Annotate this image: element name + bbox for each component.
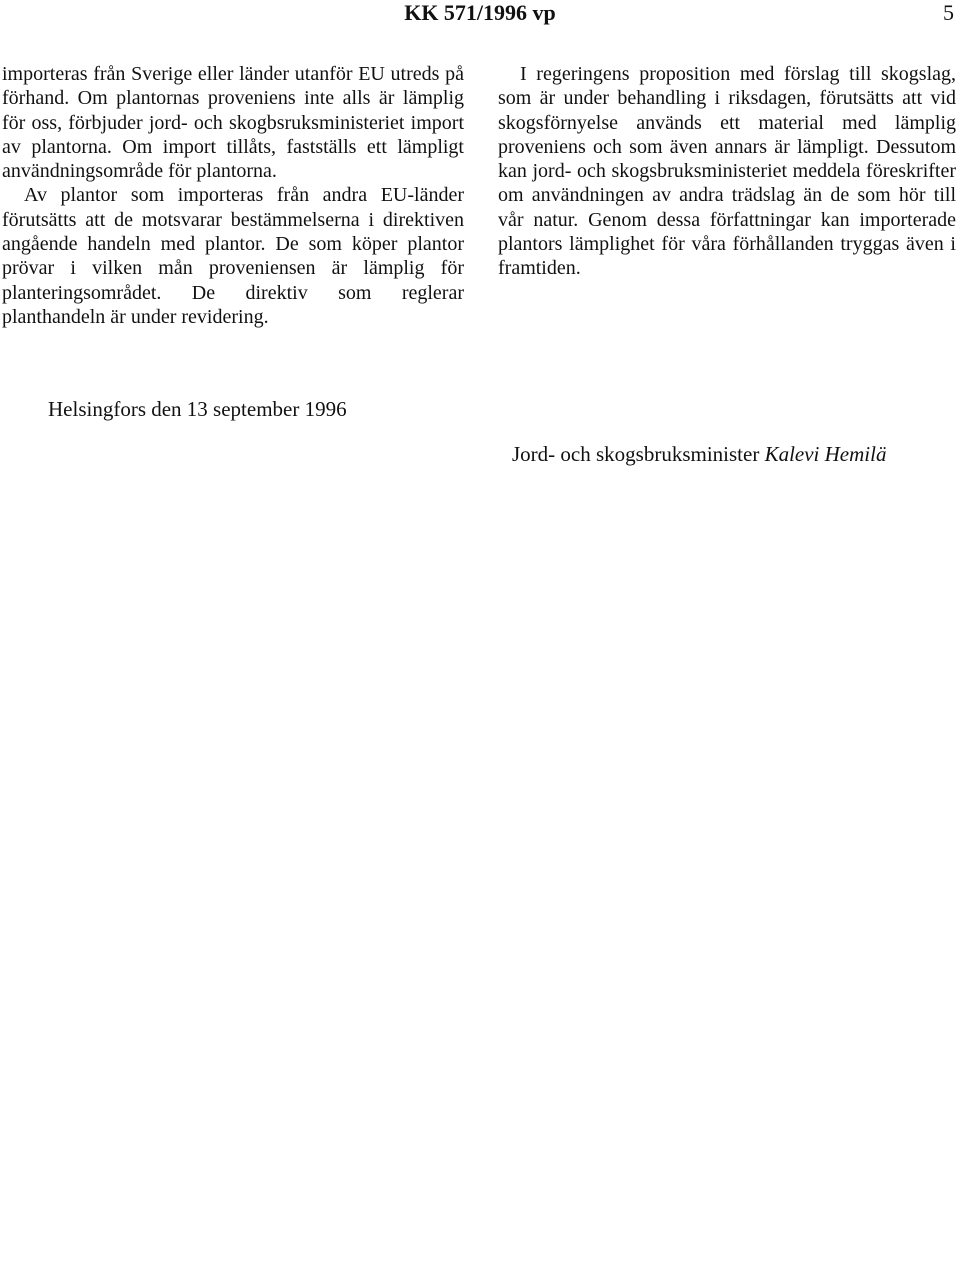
right-column [498, 62, 956, 281]
paragraph-forest-law: I regeringens proposition med förslag till skogslag, som är under behandling i riksdagen, förutsätts att vid skogsförnyelse används ett material med lämplig proveniens och som även annars är lämpligt. Dessutom kan jord- och skogsbruksministeriet meddela föreskrifter om användningen av andra trädslag än de som hör till vår natur. Genom dessa författningar kan importerade plantors lämplighet för våra förhållanden tryggas även i framtiden. [498, 63, 956, 280]
paragraph-eu-plants: Av plantor som importeras från andra EU-länder förutsätts att de motsvarar bestämmelserna i direktiven angående handeln med plantor. De som köper plantor prövar i vilken mån proveniensen är lämplig för planteringsområdet. De direktiv som reglerar planthandeln är under revidering. [2, 184, 464, 328]
signature-name: Kalevi Hemilä [764, 442, 887, 466]
signature-line [512, 441, 886, 467]
page-header [0, 0, 960, 30]
page-number: 5 [943, 0, 954, 25]
place-and-date: Helsingfors den 13 september 1996 [48, 397, 347, 421]
document-reference: KK 571/1996 vp [404, 0, 556, 25]
signature-title: Jord- och skogsbruksminister [512, 442, 760, 466]
left-column [2, 62, 464, 329]
paragraph-import-testing: importeras från Sverige eller länder utanför EU utreds på förhand. Om plantornas proveniens inte alls är lämplig för oss, förbjuder jord- och skogbsruksministeriet import av plantorna. Om import tillåts, fastställs ett lämpligt användningsområde för plantorna. [2, 63, 464, 183]
